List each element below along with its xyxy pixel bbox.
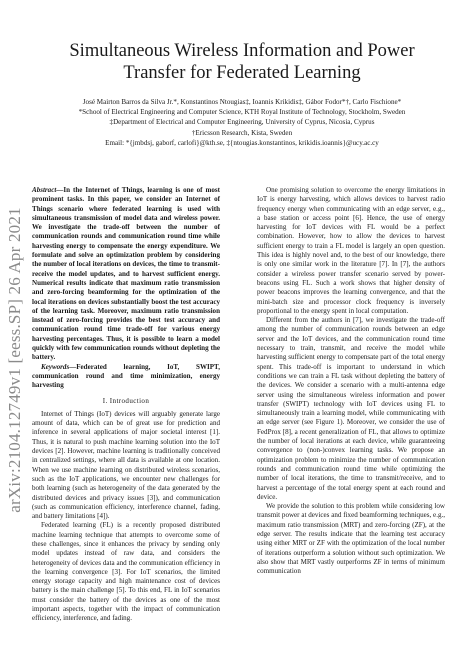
author-names: José Mairton Barros da Silva Jr.*, Konstantinos Ntougias‡, Ioannis Krikidis‡, Gábor Fodor*†, Carlo Fischione* <box>82 98 402 106</box>
author-block <box>40 97 444 148</box>
left-column <box>32 186 220 624</box>
affiliation-kth: *School of Electrical Engineering and Computer Science, KTH Royal Institute of Technology, Stockholm, Sweden <box>78 108 406 117</box>
title-line-1: Simultaneous Wireless Information and Power <box>69 41 415 61</box>
intro-paragraph-1: Internet of Things (IoT) devices will arguably generate large amount of data, which can be of great use for prediction and inference in several applications of major societal interest [1]. Thus, it is natural to push machine learning solution into the IoT devices [2]. However, machine learning is traditionally conceived in centralized settings, where all data is available at one location. When we use machine learning on distributed wireless scenarios, such as the IoT applications, we encounter new challenges for both learning (such as heterogeneity of the data generated by the distributed devices and privacy issues [3]), and communication (such as communication efficiency, interference channel, fading, and battery limitations [4]). <box>32 409 220 521</box>
right-paragraph-2: Different from the authors in [7], we investigate the trade-off among the number of communication rounds between an edge server and the IoT devices, and the communication round time necessary to train, transmit, and receive the model while harvesting sufficient energy to compensate part of the total energy spent. This trade-off is important to understand in which conditions we can train a FL task without depleting the battery of the devices. We consider a scenario with a multi-antenna edge server using the simultaneous wireless information and power transfer (SWIPT) technology with IoT devices using FL to simultaneously train a learning model, while communicating with an edge server (see Figure 1). Moreover, we consider the use of FedProx [8], a recent generalization of FL, that allows to optimize the number of local iterations at each device, while guaranteeing convergence to (non-)convex learning tasks. We propose an optimization problem to minimize the number of communication rounds and communication round time while optimizing the number of local iterations, the time to transmit/receive, and to harvest a percentage of the total energy spent at each round and device. <box>257 316 445 501</box>
right-paragraph-1: One promising solution to overcome the energy limitations in IoT is energy harvesting, which allows devices to harvest radio frequency energy when communicating with an edge server, e.g., a base station or access point [6]. Hence, the use of energy harvesting for IoT devices with FL would be a perfect combination. However, how to allow the devices to harvest sufficient energy to train a FL model is largely an open question. This idea is highly novel and, to the best of our knowledge, there is only one similar work in the literature [7]. In [7], the authors consider a wireless power transfer scenario served by power-beacons using FL. Such a work shows that higher density of power beacons improves the learning convergence, and that the mini-batch size and processor clock frequency is inversely proportional to the energy spent in local computation. <box>257 186 445 315</box>
arxiv-id-text: arXiv:2104.12749v1 [eess.SP] 26 Apr 2021 <box>5 207 24 513</box>
arxiv-identifier <box>4 150 26 570</box>
title-line-2: Transfer for Federated Learning <box>123 63 361 83</box>
affiliation-cyprus: ‡Department of Electrical and Computer Engineering, University of Cyprus, Nicosia, Cyprus <box>109 118 375 127</box>
paper-title <box>40 40 444 84</box>
affiliation-ericsson: †Ericsson Research, Kista, Sweden <box>191 128 293 137</box>
section-heading-introduction: I. Introduction <box>102 396 150 405</box>
keywords-text: —Federated learning, IoT, SWIPT, communication round and time minimization, energy harvesting <box>32 362 220 390</box>
right-column <box>257 186 445 576</box>
abstract-label: Abstract <box>32 186 57 194</box>
keywords-label: Keywords <box>41 362 70 371</box>
intro-paragraph-2: Federated learning (FL) is a recently proposed distributed machine learning technique that attempts to overcome some of these challenges, since it enhances the privacy by sending only model updates instead of raw data, and considers the heterogeneity of devices data and the communication efficiency in the learning convergence [3]. For IoT scenarios, the limited energy storage capacity and high maintenance cost of devices battery is the main challenge [5]. To this end, FL in IoT scenarios must consider the battery of the devices as one of the most important aspects, together with the impact of communication efficiency, interference, and fading. <box>32 521 220 623</box>
keywords <box>32 363 220 391</box>
abstract <box>32 186 220 363</box>
abstract-text: —In the Internet of Things, learning is one of most prominent tasks. In this paper, we consider an Internet of Things scenario where federated learning is used with simultaneous transmission of model data and wireless power. We investigate the trade-off between the number of communication rounds and communication round time while harvesting energy to compensate the energy expenditure. We formulate and solve an optimization problem by considering the number of local iterations on devices, the time to transmit-receive the model updates, and to harvest sufficient energy. Numerical results indicate that maximum ratio transmission and zero-forcing beamforming for the optimization of the local iterations on devices substantially boost the test accuracy of the learning task. Moreover, maximum ratio transmission instead of zero-forcing provides the best test accuracy and communication round time trade-off for various energy harvesting percentages. Thus, it is possible to learn a model quickly with few communication rounds without depleting the battery. <box>32 186 220 362</box>
author-emails: Email: *{jmbdsj, gaborf, carlofi}@kth.se, ‡{ntougias.konstantinos, krikidis.ioannis}@ucy.ac.cy <box>105 138 379 147</box>
right-paragraph-3: We provide the solution to this problem while considering low transmit power at devices and fixed beamforming techniques, e.g., maximum ratio transmission (MRT) and zero-forcing (ZF), at the edge server. The results indicate that the learning test accuracy using either MRT or ZF with the optimization of the local number of iterations outperform a solution without such optimization. We also show that MRT vastly outperforms ZF in terms of minimum communication <box>257 502 445 576</box>
